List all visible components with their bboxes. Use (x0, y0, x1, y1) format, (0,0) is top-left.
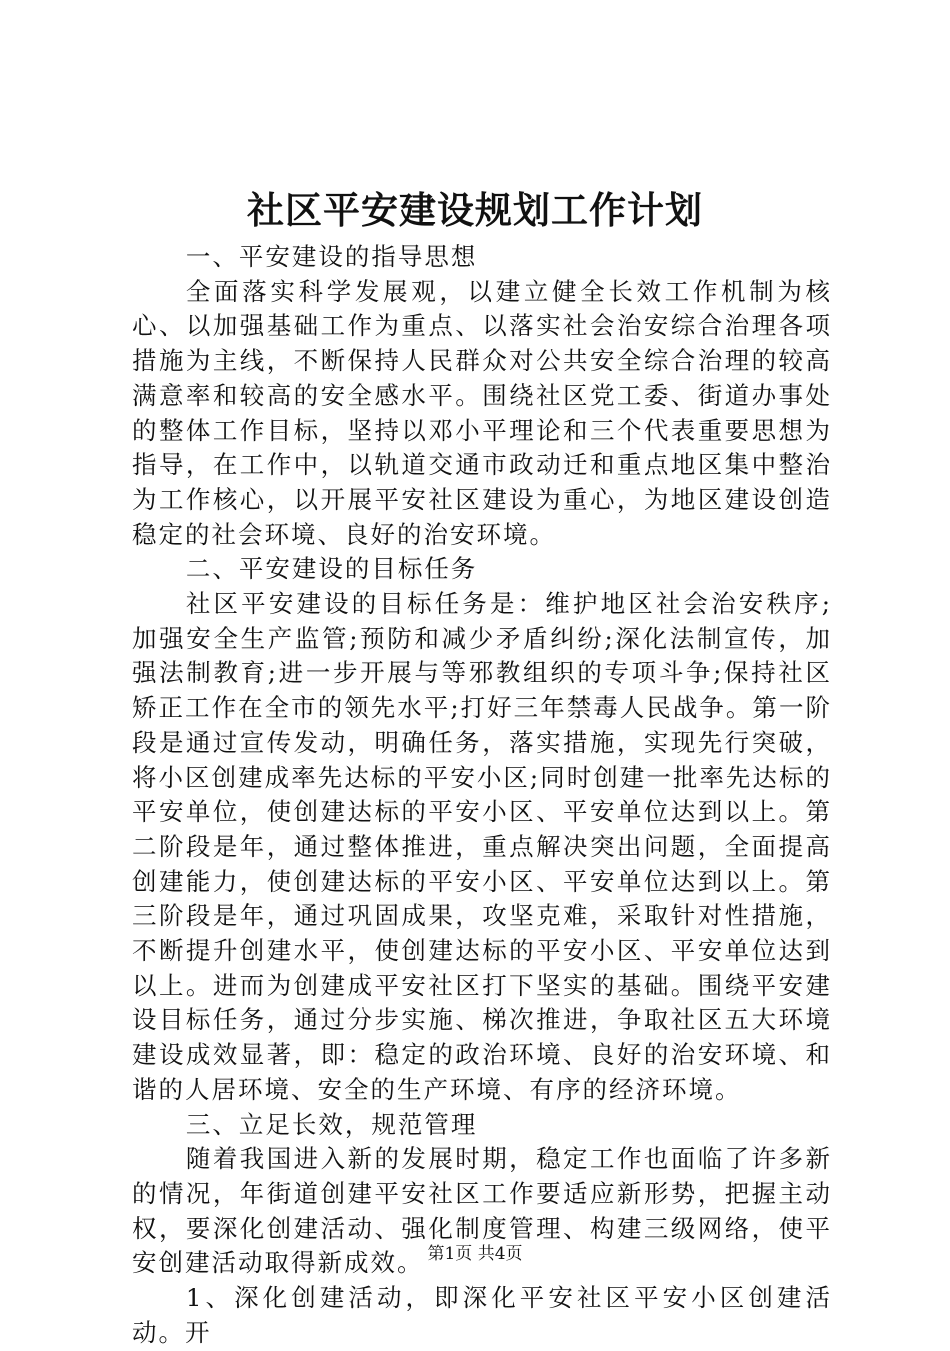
paragraph-2: 社区平安建设的目标任务是：维护地区社会治安秩序;加强安全生产监管;预防和减少矛盾纠纷;深化法制宣传，加强法制教育;进一步开展与等邪教组织的专项斗争;保持社区矫正工作在全市的领先水平;打好三年禁毒人民战争。第一阶段是通过宣传发动，明确任务，落实措施，实现先行突破，将小区创建成率先达标的平安小区;同时创建一批率先达标的平安单位，使创建达标的平安小区、平安单位达到以上。第二阶段是年，通过整体推进，重点解决突出问题，全面提高创建能力，使创建达标的平安小区、平安单位达到以上。第三阶段是年，通过巩固成果，攻坚克难，采取针对性措施，不断提升创建水平，使创建达标的平安小区、平安单位达到以上。进而为创建成平安社区打下坚实的基础。围绕平安建设目标任务，通过分步实施、梯次推进，争取社区五大环境建设成效显著，即：稳定的政治环境、良好的治安环境、和谐的人居环境、安全的生产环境、有序的经济环境。 (132, 589, 832, 1104)
section-heading-2: 二、平安建设的目标任务 (185, 554, 478, 584)
paragraph-1: 全面落实科学发展观，以建立健全长效工作机制为核心、以加强基础工作为重点、以落实社会治安综合治理各项措施为主线，不断保持人民群众对公共安全综合治理的较高满意率和较高的安全感水平。围绕社区党工委、街道办事处的整体工作目标，坚持以邓小平理论和三个代表重要思想为指导，在工作中，以轨道交通市政动迁和重点地区集中整治为工作核心，以开展平安社区建设为重心，为地区建设创造稳定的社会环境、良好的治安环境。 (132, 276, 832, 549)
paragraph-3: 随着我国进入新的发展时期，稳定工作也面临了许多新的情况，年街道创建平安社区工作要适应新形势，把握主动权，要深化创建活动、强化制度管理、构建三级网络，使平安创建活动取得新成效。 (132, 1144, 832, 1278)
paragraph-4: 1、深化创建活动，即深化平安社区平安小区创建活动。开 (132, 1283, 832, 1347)
document-title: 社区平安建设规划工作计划 (247, 188, 703, 232)
page-footer: 第1页 共4页 (427, 1244, 523, 1264)
section-heading-3: 三、立足长效，规范管理 (185, 1109, 478, 1139)
section-heading-1: 一、平安建设的指导思想 (185, 242, 478, 271)
document-body (132, 240, 832, 1351)
